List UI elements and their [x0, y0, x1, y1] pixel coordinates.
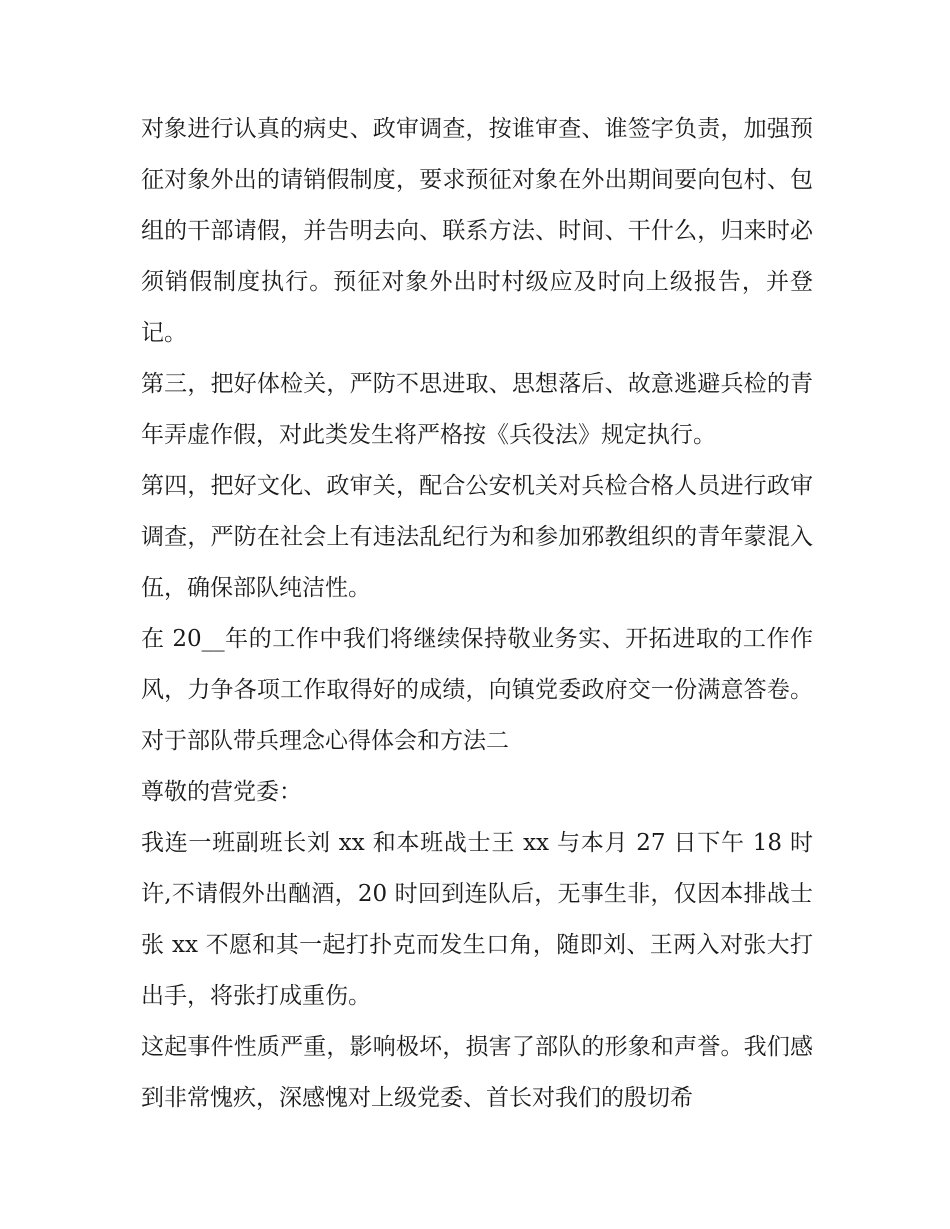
- paragraph-3: 第四，把好文化、政审关，配合公安机关对兵检合格人员进行政审调查，严防在社会上有违法乱纪行为和参加邪教组织的青年蒙混入伍，确保部队纯洁性。: [141, 473, 813, 601]
- paragraph-2: 第三，把好体检关，严防不思进取、思想落后、故意逃避兵检的青年弄虚作假，对此类发生将严格按《兵役法》规定执行。: [141, 371, 813, 448]
- paragraph-7: 这起事件性质严重，影响极坏，损害了部队的形象和声誉。我们感到非常愧疚，深感愧对上级党委、首长对我们的殷切希: [141, 1034, 813, 1111]
- salutation: 尊敬的营党委：: [141, 779, 302, 805]
- document-body: [141, 104, 813, 1124]
- paragraph-1: 对象进行认真的病史、政审调查，按谁审查、谁签字负责，加强预征对象外出的请销假制度，要求预征对象在外出期间要向包村、包组的干部请假，并告明去向、联系方法、时间、干什么，归来时必须销假制度执行。预征对象外出时村级应及时向上级报告，并登记。: [141, 116, 813, 346]
- paragraph-4: 在 20__年的工作中我们将继续保持敬业务实、开拓进取的工作作风，力争各项工作取得好的成绩，向镇党委政府交一份满意答卷。 对于部队带兵理念心得体会和方法二: [141, 626, 813, 754]
- paragraph-6: 我连一班副班长刘 xx 和本班战士王 xx 与本月 27 日下午 18 时许,不请假外出酗酒，20 时回到连队后，无事生非，仅因本排战士张 xx 不愿和其一起打扑克而发生口角，随即刘、王两入对张大打出手，将张打成重伤。: [141, 830, 813, 1009]
